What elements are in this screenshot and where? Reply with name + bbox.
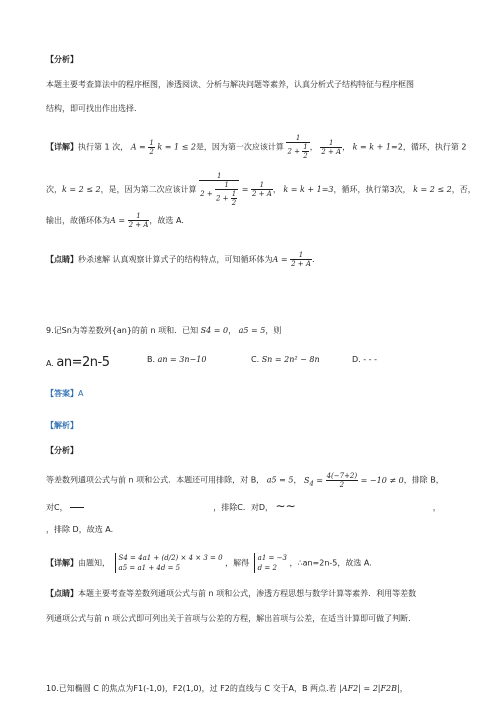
solution-system xyxy=(254,553,287,573)
detail-row-1 xyxy=(46,134,466,160)
analysis2-1a: 等差数列通项公式与前 n 项和公式．本题还可用排除，对 B， xyxy=(46,475,265,485)
comment-end: . xyxy=(311,255,315,264)
option-b-text: an = 3n−10 xyxy=(157,355,207,364)
math-a-eq: A = xyxy=(130,142,146,152)
option-a-text: an=2n-5 xyxy=(56,355,110,370)
analysis2-1b: ，排除 B， xyxy=(403,475,444,485)
detail-seg-1: 执行第 1 次， xyxy=(78,142,129,152)
comment-text: 秒杀速解 认真观察计算式子的结构特点，可知循环体为 xyxy=(78,255,273,264)
option-c[interactable] xyxy=(251,355,320,364)
analysis-text-1: 本题主要考查算法中的程序框图，渗透阅读、分析与解决问题等素养，认真分析式子结构特征与程序框图 xyxy=(46,80,414,89)
analysis2-row-3: ，排除 D，故选 A. xyxy=(46,525,114,534)
frac-one-over-2a-2: $\frac{1}{2 + A}$ xyxy=(251,181,272,198)
math-s4-check: $S_4$ = $\frac{4(-7+2)}{2}$ = −10 ≠ 0 xyxy=(304,472,404,489)
solution-1: a1 = −3 xyxy=(257,554,287,562)
frac-comment: $\frac{1}{2 + A}$ xyxy=(291,251,311,268)
frac-one-half: $\frac{1}{2}$ xyxy=(149,138,154,156)
analysis-text-2: 结构，即可找出作出选择. xyxy=(46,104,137,113)
detail-row2-b: ，是，因为第二次应该计算 xyxy=(100,185,197,194)
option-a-label: A. xyxy=(46,359,54,368)
answer-row xyxy=(46,388,466,399)
analysis-label: 【分析】 xyxy=(46,55,78,64)
question-9-stem: 9.记Sn为等差数列{an}的前 n 项和．已知 S4 = 0， a5 = 5，则 xyxy=(46,326,282,335)
answer-value: A xyxy=(78,389,84,398)
equation-system xyxy=(115,553,223,573)
math-af2: |AF2| = 2|F2B| xyxy=(339,684,400,693)
option-a[interactable] xyxy=(46,355,110,370)
detail-seg-2: 是，因为第一次应该计算 xyxy=(195,142,284,152)
equation-2: a5 = a1 + 4d = 5 xyxy=(118,564,181,572)
option-b[interactable] xyxy=(147,355,206,364)
frac-nested-1: 1 2 + $\frac{1}{2}$ xyxy=(287,134,308,160)
detail-label: 【详解】 xyxy=(46,142,78,152)
analysis2-2b: ，排除C．对D， xyxy=(213,503,273,512)
comment2-label: 【点睛】 xyxy=(46,589,78,598)
blank-formula-c xyxy=(70,507,84,508)
q9-stem-end: ，则 xyxy=(265,326,282,335)
comment2-row-2: 列通项公式与前 n 项公式即可列出关于首项与公差的方程，解出首项与公差，在适当计算即可做了判断． xyxy=(46,614,417,623)
equation-1: S4 = 4a1 + (d/2) × 4 × 3 = 0 xyxy=(118,554,223,562)
analysis2-2c: ， xyxy=(432,503,441,512)
comment2-text-1: 本题主要考查等差数列通项公式与前 n 项和公式，渗透方程思想与数学计算等素养．利用等差数 xyxy=(78,589,417,598)
detail-row3-b: ，故选 A. xyxy=(149,216,184,225)
detail-seg-3b: ， xyxy=(342,142,351,152)
detail-row-2: 次，k = 2 ≤ 2，是，因为第二次应该计算 1 2 + 1 2 + $\frac{1}{2}$ = $\frac{1}{2 + A}$ ， k = k + 1=3，循环，执行第3次， k = 2 ≤ 2，否， xyxy=(46,172,476,207)
comment-label: 【点睛】 xyxy=(46,255,78,264)
detail-seg-4: =2，循环，执行第 2 xyxy=(391,142,467,152)
frac-nested-2: 1 2 + 1 2 + $\frac{1}{2}$ xyxy=(199,172,239,207)
detail-seg-3a: ， xyxy=(309,142,318,152)
detail-row2-e: ，否， xyxy=(451,185,476,194)
option-d-label: D. xyxy=(352,355,361,364)
question-10 xyxy=(46,683,466,694)
math-a5b: a5 = 5 xyxy=(266,475,294,485)
analysis2-row-2 xyxy=(46,501,466,513)
solution-2: d = 2 xyxy=(257,564,277,572)
math-k-two: k = 2 ≤ 2 xyxy=(62,185,101,194)
math-a5: a5 = 5 xyxy=(238,326,266,335)
detail2-text-1: 由题知， xyxy=(78,558,110,568)
option-b-label: B. xyxy=(147,355,156,364)
option-c-text: Sn = 2n² − 8n xyxy=(261,355,320,364)
blank-formula-d: ∼∼ xyxy=(275,499,296,513)
analysis2-label: 【分析】 xyxy=(46,446,78,455)
comment2-row-1 xyxy=(46,588,466,599)
detail-row2-d: ，循环，执行第3次， xyxy=(333,185,411,194)
option-c-label: C. xyxy=(251,355,260,364)
detail-row-3: 输出，故循环体为A = $\frac{1}{2 + A}$ ，故选 A. xyxy=(46,212,184,229)
answer-label: 【答案】 xyxy=(46,389,78,398)
detail-row2-a: 次， xyxy=(46,185,62,194)
detail-row3-a: 输出，故循环体为 xyxy=(46,216,110,225)
math-k-one: k = 1 ≤ 2 xyxy=(157,142,196,152)
math-k-inc3: k = k + 1=3 xyxy=(283,185,334,194)
math-s4: S4 = 0 xyxy=(200,326,229,335)
q10-text: 10.已知椭圆 C 的焦点为F1(-1,0)，F2(1,0)，过 F2的直线与 C 交于A，B 两点.若 xyxy=(46,684,337,693)
analysis2-2a: 对C， xyxy=(46,503,68,512)
q10-end: ， xyxy=(399,684,408,693)
detail2-label: 【详解】 xyxy=(46,558,78,568)
detail2-text-3: ，∴an=2n-5，故选 A. xyxy=(289,558,372,568)
frac-one-over-2a: $\frac{1}{2 + A}$ xyxy=(321,138,342,156)
q9-stem-text: 9.记Sn为等差数列{an}的前 n 项和．已知 xyxy=(46,326,199,335)
analysis2-row-1: 等差数列通项公式与前 n 项和公式．本题还可用排除，对 B， a5 = 5， $S_4$ = $\frac{4(-7+2)}{2}$ = −10 ≠ 0，排除 B， xyxy=(46,472,444,489)
math-k-two-no: k = 2 ≤ 2 xyxy=(413,185,452,194)
detail-row2-c: ， xyxy=(272,185,281,194)
detail2-row xyxy=(46,553,466,573)
option-d[interactable] xyxy=(352,355,377,364)
solution-label: 【解析】 xyxy=(46,421,78,430)
frac-loop-body: $\frac{1}{2 + A}$ xyxy=(128,212,149,229)
comment-row: 【点睛】秒杀速解 认真观察计算式子的结构特点，可知循环体为A = $\frac{1}{2 + A}$ . xyxy=(46,251,315,268)
option-d-text: - - - xyxy=(363,355,377,364)
math-k-inc: k = k + 1 xyxy=(352,142,392,152)
detail2-text-2: ，解得 xyxy=(225,558,250,568)
